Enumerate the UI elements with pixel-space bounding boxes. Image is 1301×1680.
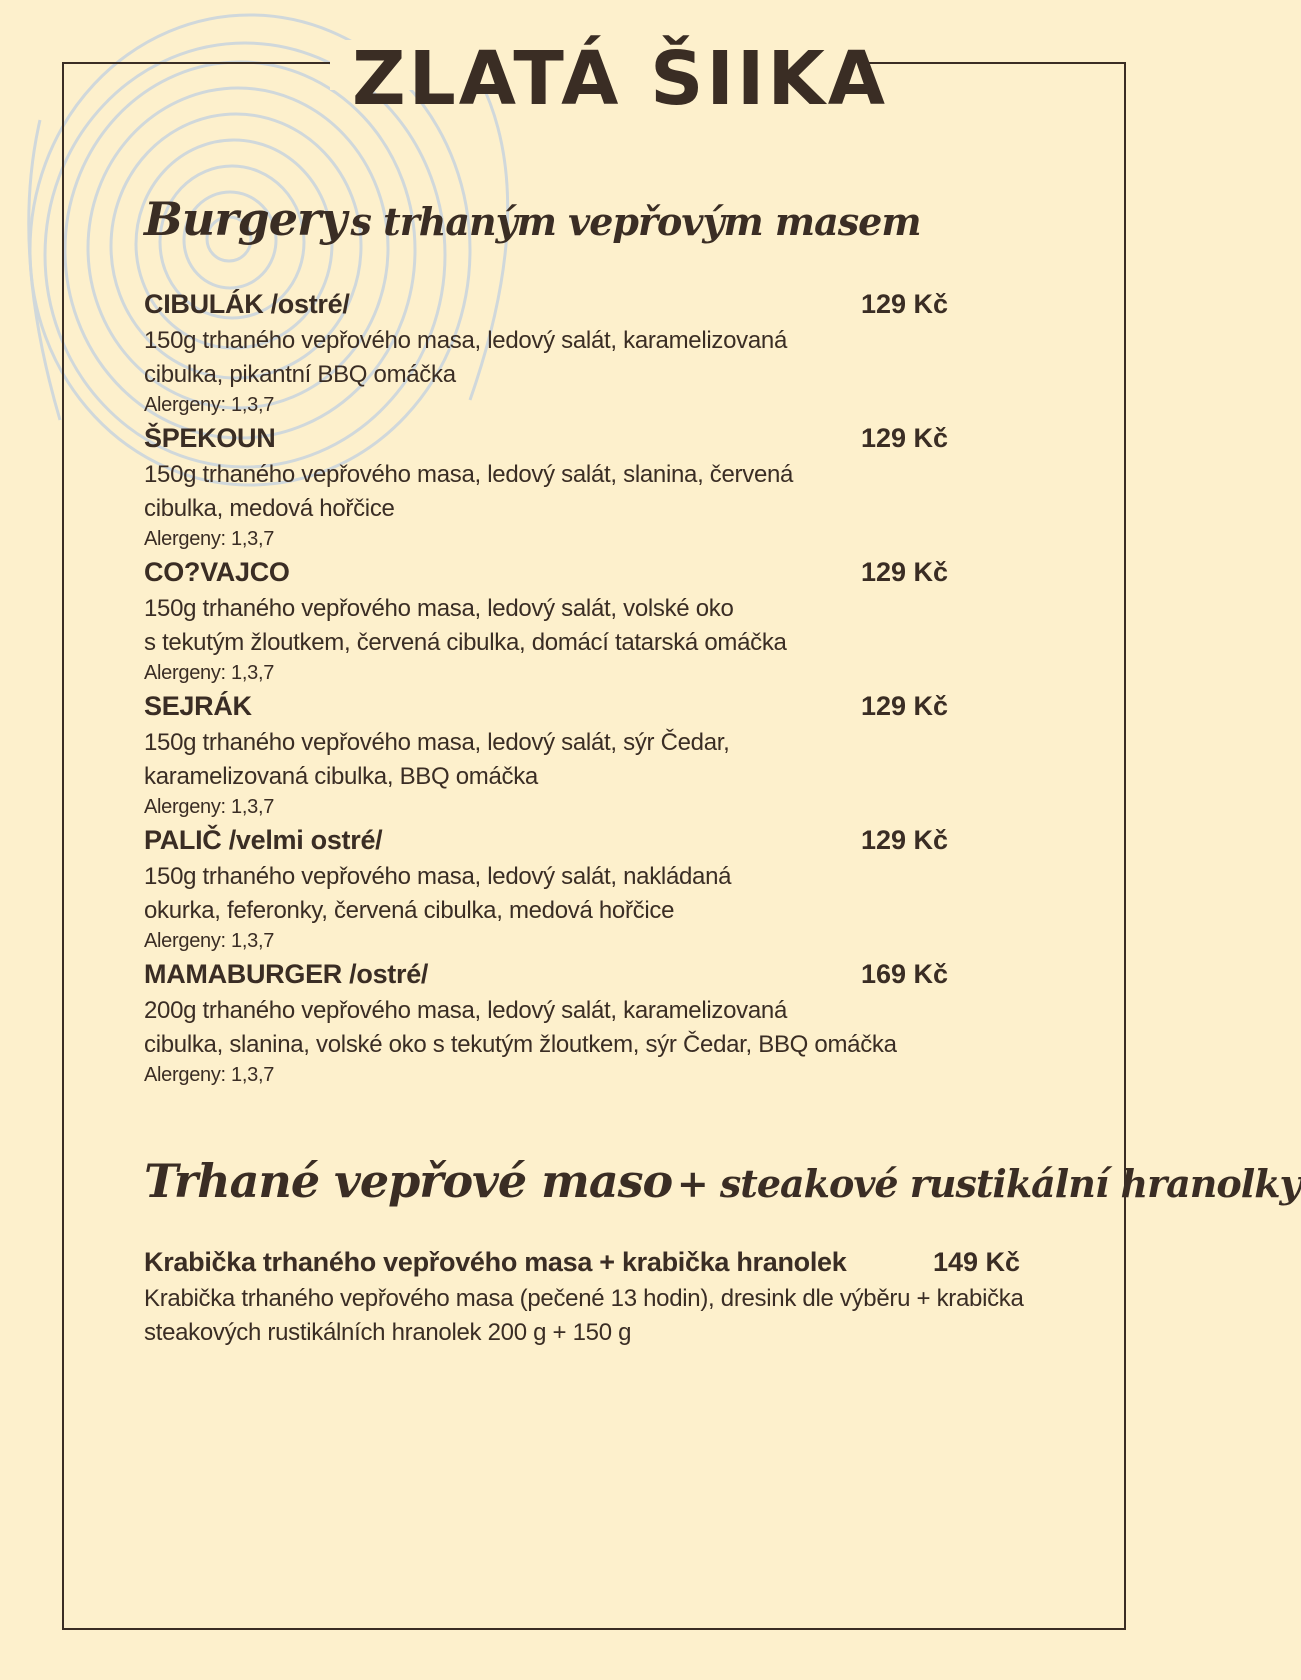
menu-item bbox=[144, 688, 949, 820]
item-description-line: steakových rustikálních hranolek 200 g + 150 g bbox=[144, 1319, 632, 1346]
item-name: CO?VAJCO bbox=[144, 557, 290, 587]
menu-item bbox=[144, 822, 949, 954]
item-description-line: 150g trhaného vepřového masa, ledový salát, volské oko bbox=[144, 595, 734, 622]
item-name: Krabička trhaného vepřového masa + krabička hranolek bbox=[144, 1247, 847, 1277]
item-allergens: Alergeny: 1,3,7 bbox=[144, 1064, 275, 1086]
item-description-line: 150g trhaného vepřového masa, ledový salát, karamelizovaná bbox=[144, 327, 787, 354]
item-description bbox=[144, 726, 904, 794]
item-price: 169 Kč bbox=[861, 959, 949, 989]
section-title-burgers bbox=[144, 192, 921, 246]
item-name: PALIČ /velmi ostré/ bbox=[144, 825, 383, 855]
item-description-line: 150g trhaného vepřového masa, ledový salát, nakládaná bbox=[144, 863, 732, 890]
item-description-line: cibulka, medová hořčice bbox=[144, 495, 395, 522]
item-description-line: karamelizovaná cibulka, BBQ omáčka bbox=[144, 763, 538, 790]
menu-item bbox=[144, 420, 949, 552]
item-description-line: cibulka, slanina, volské oko s tekutým žloutkem, sýr Čedar, BBQ omáčka bbox=[144, 1031, 897, 1058]
item-description-line: s tekutým žloutkem, červená cibulka, domácí tatarská omáčka bbox=[144, 629, 787, 656]
brand-logo: ZLATÁ ŠIIKA bbox=[352, 36, 889, 122]
item-price: 129 Kč bbox=[861, 423, 949, 453]
item-name: ŠPEKOUN bbox=[144, 423, 276, 453]
section-title-main: Trhané vepřové maso bbox=[144, 1154, 673, 1208]
item-description bbox=[144, 458, 904, 526]
item-description-line: 150g trhaného vepřového masa, ledový salát, slanina, červená bbox=[144, 461, 794, 488]
item-price: 129 Kč bbox=[861, 289, 949, 319]
item-description bbox=[144, 994, 904, 1062]
item-name: CIBULÁK /ostré/ bbox=[144, 289, 350, 319]
section-title-main: Burgery bbox=[144, 192, 346, 246]
section-title-rest: + steakové rustikální hranolky bbox=[676, 1161, 1301, 1206]
section-title-rest: s trhaným vepřovým masem bbox=[350, 199, 921, 244]
menu-item bbox=[144, 956, 949, 1088]
item-description-line: Krabička trhaného vepřového masa (pečené 13 hodin), dresink dle výběru + krabička bbox=[144, 1285, 1024, 1312]
item-allergens: Alergeny: 1,3,7 bbox=[144, 394, 275, 416]
menu-item bbox=[144, 554, 949, 686]
item-price: 129 Kč bbox=[861, 557, 949, 587]
item-description bbox=[144, 592, 904, 660]
item-name: SEJRÁK bbox=[144, 691, 252, 721]
item-description bbox=[144, 860, 904, 928]
section-title-pulled-pork bbox=[144, 1154, 1301, 1208]
item-price: 129 Kč bbox=[861, 825, 949, 855]
item-description-line: 200g trhaného vepřového masa, ledový salát, karamelizovaná bbox=[144, 997, 787, 1024]
item-description-line: cibulka, pikantní BBQ omáčka bbox=[144, 361, 456, 388]
item-allergens: Alergeny: 1,3,7 bbox=[144, 796, 275, 818]
menu-item bbox=[144, 286, 949, 418]
item-allergens: Alergeny: 1,3,7 bbox=[144, 662, 275, 684]
item-allergens: Alergeny: 1,3,7 bbox=[144, 930, 275, 952]
item-description-line: 150g trhaného vepřového masa, ledový salát, sýr Čedar, bbox=[144, 729, 730, 756]
item-allergens: Alergeny: 1,3,7 bbox=[144, 528, 275, 550]
item-price: 129 Kč bbox=[861, 691, 949, 721]
item-price: 149 Kč bbox=[933, 1247, 1021, 1277]
item-description bbox=[144, 324, 904, 392]
menu-item bbox=[144, 1244, 1024, 1350]
item-name: MAMABURGER /ostré/ bbox=[144, 959, 429, 989]
item-description bbox=[144, 1282, 1024, 1350]
item-description-line: okurka, feferonky, červená cibulka, medová hořčice bbox=[144, 897, 675, 924]
